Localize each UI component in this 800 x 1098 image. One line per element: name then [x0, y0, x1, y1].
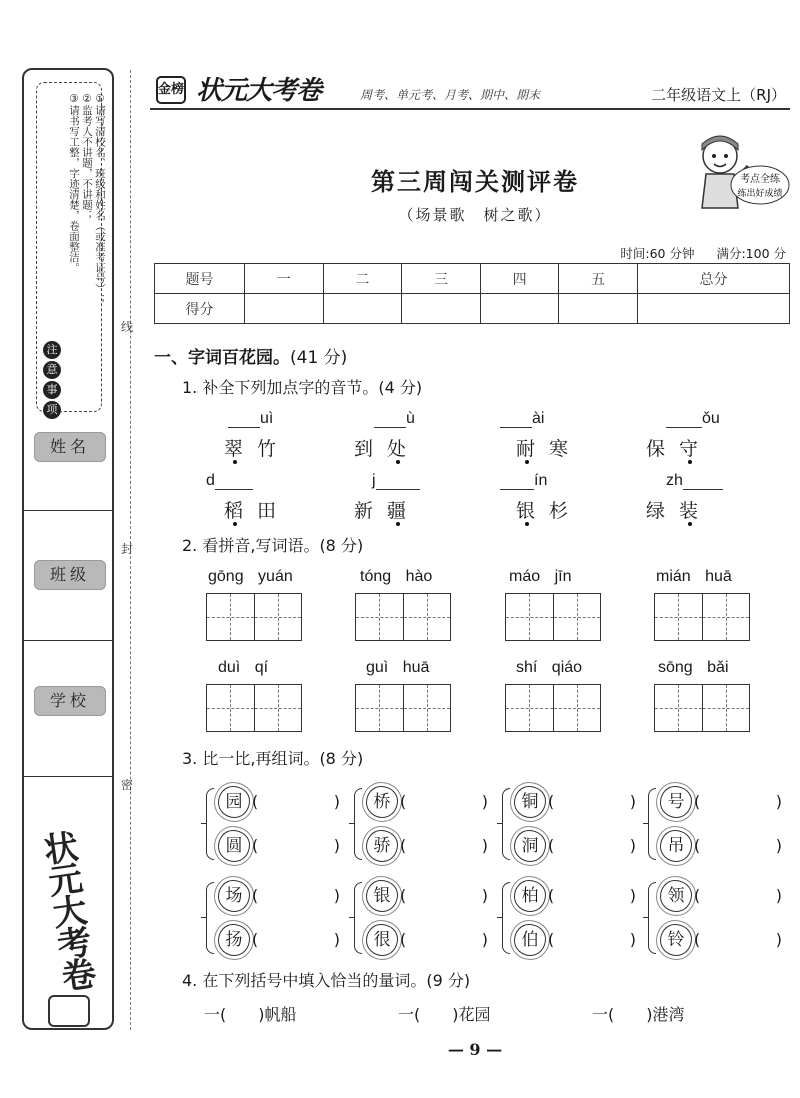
mascot-icon — [686, 130, 790, 220]
brace-icon — [354, 882, 362, 954]
answer-blank[interactable] — [548, 792, 636, 811]
pinyin-initial: j — [372, 472, 376, 489]
character-flower: 洞 — [514, 830, 546, 862]
character-flower: 柏 — [514, 880, 546, 912]
compare-pair — [354, 878, 494, 958]
paren-open: ( — [548, 886, 555, 905]
emphasis-dot — [396, 460, 400, 464]
brace-icon — [648, 788, 656, 860]
time-score-info — [620, 244, 786, 262]
paren-close: ) — [775, 792, 782, 811]
paren-close: ) — [333, 836, 340, 855]
compare-pair — [648, 784, 788, 864]
question-1-title: 1. 补全下列加点字的音节。(4 分) — [182, 378, 423, 397]
measure-word-blank[interactable]: 一( )港湾 — [592, 1005, 685, 1024]
character-flower: 铜 — [514, 786, 546, 818]
compare-pair — [206, 878, 346, 958]
notes-title-char: 项 — [43, 401, 61, 419]
pinyin-blank[interactable] — [372, 472, 512, 490]
section-title — [154, 343, 347, 368]
answer-blank[interactable] — [694, 930, 782, 949]
answer-blank[interactable] — [252, 930, 340, 949]
writing-grid[interactable] — [355, 593, 451, 641]
table-header-cell: 二 — [323, 264, 402, 294]
compare-pair — [648, 878, 788, 958]
section-points: (41 分) — [290, 348, 348, 368]
pinyin-blank[interactable] — [500, 472, 640, 490]
strip-logo-text: 状元大考卷 — [35, 828, 98, 993]
answer-blank[interactable] — [400, 886, 488, 905]
pinyin-prompt: gōng yuán — [208, 568, 293, 585]
word: 新疆 — [354, 500, 421, 522]
table-row — [155, 294, 790, 324]
pinyin-final: ù — [406, 410, 415, 427]
question-4-title: 4. 在下列括号中填入恰当的量词。(9 分) — [182, 971, 471, 990]
time-limit: 时间:60 分钟 — [620, 246, 695, 261]
compare-pair — [206, 784, 346, 864]
pinyin-prompt: guì huā — [366, 659, 430, 676]
paren-open: ( — [252, 792, 259, 811]
answer-blank[interactable] — [252, 886, 340, 905]
paren-open: ( — [252, 836, 259, 855]
question-3-title: 3. 比一比,再组词。(8 分) — [182, 749, 364, 768]
header-rule — [150, 108, 790, 110]
pinyin-final: ín — [534, 472, 548, 489]
paren-close: ) — [775, 886, 782, 905]
character-flower: 圆 — [218, 830, 250, 862]
pinyin-final: ài — [532, 410, 545, 427]
page-title: 第三周闯关测评卷 — [371, 167, 579, 196]
score-cell[interactable] — [245, 294, 324, 324]
pinyin-blank[interactable] — [666, 410, 800, 428]
character-flower: 伯 — [514, 924, 546, 956]
cut-label-seal: 封 — [121, 542, 134, 556]
strip-divider — [24, 640, 112, 641]
grade-label: 二年级语文上（RJ） — [651, 86, 786, 104]
character-flower: 场 — [218, 880, 250, 912]
note-1: ①请写清校名、班级和姓名（或准考证号）； — [94, 93, 106, 305]
paren-open: ( — [252, 930, 259, 949]
brace-icon — [502, 882, 510, 954]
note-2: ②监考人不讲题，不讲题； — [81, 93, 93, 221]
answer-blank[interactable] — [252, 836, 340, 855]
note-3: ③请书写工整，字迹清楚，卷面整洁。 — [68, 93, 80, 273]
pinyin-initial: zh — [666, 472, 683, 489]
answer-blank[interactable] — [548, 836, 636, 855]
pinyin-prompt: sōng bǎi — [658, 659, 729, 676]
strip-logo-icon — [48, 995, 90, 1027]
emphasis-dot — [688, 460, 692, 464]
notes-title-char: 意 — [43, 361, 61, 379]
measure-word-blank[interactable]: 一( )帆船 — [204, 1005, 297, 1024]
word: 翠竹 — [224, 438, 291, 460]
school-field-label: 学校 — [34, 686, 106, 716]
header-subtitle: 周考、单元考、月考、期中、期末 — [360, 88, 541, 102]
writing-grid[interactable] — [206, 684, 302, 732]
writing-grid[interactable] — [355, 684, 451, 732]
paren-close: ) — [481, 886, 488, 905]
word: 到处 — [354, 438, 421, 460]
notes-box — [36, 82, 106, 416]
table-header-cell: 一 — [245, 264, 324, 294]
compare-pair — [354, 784, 494, 864]
pinyin-blank[interactable] — [500, 410, 640, 428]
writing-grid[interactable] — [654, 684, 750, 732]
score-table — [154, 263, 790, 324]
cut-label-line: 线 — [121, 320, 134, 334]
paren-close: ) — [481, 836, 488, 855]
measure-word-blank[interactable]: 一( )花园 — [398, 1005, 491, 1024]
brace-icon — [206, 882, 214, 954]
name-field-label: 姓名 — [34, 432, 106, 462]
answer-blank[interactable] — [252, 792, 340, 811]
emphasis-dot — [688, 522, 692, 526]
paren-open: ( — [548, 836, 555, 855]
character-flower: 银 — [366, 880, 398, 912]
table-header-cell: 三 — [402, 264, 481, 294]
pinyin-prompt: shí qiáo — [516, 659, 583, 676]
paren-close: ) — [333, 930, 340, 949]
paren-close: ) — [775, 930, 782, 949]
pinyin-blank[interactable] — [206, 472, 346, 490]
pinyin-prompt: duì qí — [218, 659, 269, 676]
table-header-cell: 总分 — [637, 264, 789, 294]
full-score: 满分:100 分 — [716, 246, 786, 261]
paren-open: ( — [400, 886, 407, 905]
compare-pair — [502, 784, 642, 864]
answer-blank[interactable] — [400, 792, 488, 811]
word: 保守 — [646, 438, 713, 460]
emphasis-dot — [525, 522, 529, 526]
brand-logo-icon: 金榜 — [156, 76, 186, 104]
paren-open: ( — [400, 836, 407, 855]
paren-open: ( — [400, 930, 407, 949]
table-row-label: 得分 — [155, 294, 245, 324]
paren-open: ( — [548, 930, 555, 949]
strip-divider — [24, 510, 112, 511]
class-field-label: 班级 — [34, 560, 106, 590]
paren-close: ) — [775, 836, 782, 855]
emphasis-dot — [233, 522, 237, 526]
brand-logo-text: 状元大考卷 — [196, 76, 322, 106]
word: 耐寒 — [516, 438, 583, 460]
score-cell[interactable] — [559, 294, 638, 324]
writing-grid[interactable] — [505, 684, 601, 732]
paren-close: ) — [333, 886, 340, 905]
paren-close: ) — [333, 792, 340, 811]
character-flower: 领 — [660, 880, 692, 912]
paren-close: ) — [481, 930, 488, 949]
pinyin-prompt: tóng hào — [360, 568, 433, 585]
page-header — [150, 72, 790, 108]
pinyin-final: ǒu — [702, 410, 720, 427]
brace-icon — [206, 788, 214, 860]
pinyin-blank[interactable] — [666, 472, 800, 490]
notes-text — [67, 93, 106, 403]
notes-title-char: 注 — [43, 341, 61, 359]
page-number: — 9 — — [447, 1040, 503, 1059]
notes-title-char: 事 — [43, 381, 61, 399]
mascot-text-2: 练出好成绩 — [737, 189, 783, 199]
writing-grid[interactable] — [654, 593, 750, 641]
score-cell[interactable] — [480, 294, 559, 324]
paren-open: ( — [694, 886, 701, 905]
answer-blank[interactable] — [694, 792, 782, 811]
character-flower: 吊 — [660, 830, 692, 862]
table-row — [155, 264, 790, 294]
notes-title — [43, 341, 63, 419]
paren-close: ) — [629, 836, 636, 855]
word: 稻田 — [224, 500, 291, 522]
character-flower: 骄 — [366, 830, 398, 862]
brace-icon — [502, 788, 510, 860]
character-flower: 号 — [660, 786, 692, 818]
pinyin-blank[interactable] — [374, 410, 514, 428]
character-flower: 很 — [366, 924, 398, 956]
table-header-cell: 四 — [480, 264, 559, 294]
paren-open: ( — [252, 886, 259, 905]
paren-close: ) — [481, 792, 488, 811]
character-flower: 铃 — [660, 924, 692, 956]
paren-open: ( — [694, 792, 701, 811]
writing-grid[interactable] — [505, 593, 601, 641]
word: 银杉 — [516, 500, 583, 522]
paren-open: ( — [694, 930, 701, 949]
section-title-text: 一、字词百花园。 — [154, 348, 290, 368]
writing-grid[interactable] — [206, 593, 302, 641]
pinyin-prompt: mián huā — [656, 568, 732, 585]
answer-blank[interactable] — [548, 886, 636, 905]
page-subtitle: （场景歌 树之歌） — [398, 206, 552, 224]
mascot-text-1: 考点全练 — [740, 174, 780, 185]
paren-close: ) — [629, 930, 636, 949]
answer-blank[interactable] — [400, 836, 488, 855]
character-flower: 园 — [218, 786, 250, 818]
paren-open: ( — [548, 792, 555, 811]
emphasis-dot — [233, 460, 237, 464]
score-cell[interactable] — [637, 294, 789, 324]
character-flower: 扬 — [218, 924, 250, 956]
paren-open: ( — [400, 792, 407, 811]
character-flower: 桥 — [366, 786, 398, 818]
paren-close: ) — [629, 886, 636, 905]
score-cell[interactable] — [323, 294, 402, 324]
paren-open: ( — [694, 836, 701, 855]
table-header-cell: 题号 — [155, 264, 245, 294]
brace-icon — [648, 882, 656, 954]
word: 绿装 — [646, 500, 713, 522]
pinyin-prompt: máo jīn — [509, 568, 572, 585]
strip-divider — [24, 776, 112, 777]
score-cell[interactable] — [402, 294, 481, 324]
answer-blank[interactable] — [400, 930, 488, 949]
emphasis-dot — [396, 522, 400, 526]
answer-blank[interactable] — [548, 930, 636, 949]
brace-icon — [354, 788, 362, 860]
answer-blank[interactable] — [694, 836, 782, 855]
pinyin-blank[interactable] — [228, 410, 368, 428]
pinyin-initial: d — [206, 472, 215, 489]
cut-label-secret: 密 — [121, 778, 134, 792]
compare-pair — [502, 878, 642, 958]
table-header-cell: 五 — [559, 264, 638, 294]
pinyin-final: uì — [260, 410, 274, 427]
emphasis-dot — [525, 460, 529, 464]
paren-close: ) — [629, 792, 636, 811]
question-2-title: 2. 看拼音,写词语。(8 分) — [182, 536, 364, 555]
answer-blank[interactable] — [694, 886, 782, 905]
